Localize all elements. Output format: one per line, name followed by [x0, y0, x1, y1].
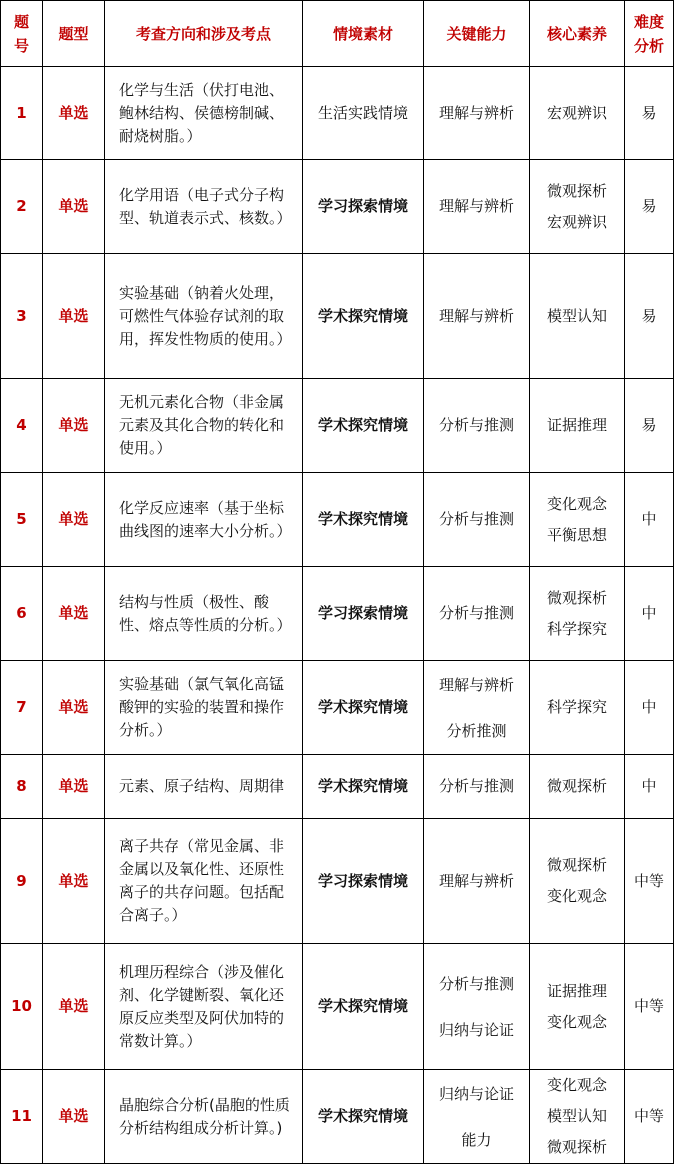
literacy-cell — [530, 661, 625, 755]
literacy-line: 宏观辨识 — [546, 103, 607, 122]
table-row — [1, 819, 674, 944]
question-type: 单选 — [43, 160, 105, 254]
topic-cell: 元素、原子结构、周期律 — [105, 755, 303, 819]
ability-cell — [424, 661, 530, 755]
ability-cell — [424, 819, 530, 944]
question-number: 11 — [1, 1070, 43, 1164]
question-number: 1 — [1, 67, 43, 160]
ability-cell — [424, 254, 530, 379]
literacy-line: 变化观念 — [546, 887, 607, 905]
ability-cell — [424, 944, 530, 1070]
literacy-line: 证据推理 — [546, 416, 607, 434]
topic-cell: 化学与生活（伏打电池、鲍林结构、侯德榜制碱、耐烧树脂。） — [105, 67, 303, 160]
literacy-line: 变化观念 — [546, 1076, 607, 1094]
literacy-line: 平衡思想 — [546, 525, 607, 544]
literacy-cell — [530, 944, 625, 1070]
difficulty-cell: 中 — [625, 661, 674, 755]
difficulty-cell: 易 — [625, 379, 674, 473]
literacy-line: 模型认知 — [546, 306, 607, 325]
question-type: 单选 — [43, 254, 105, 379]
header-type: 题型 — [43, 1, 105, 67]
table-row — [1, 254, 674, 379]
question-number: 9 — [1, 819, 43, 944]
table-row — [1, 944, 674, 1070]
topic-cell: 晶胞综合分析(晶胞的性质分析结构组成分析计算。) — [105, 1070, 303, 1164]
question-number: 6 — [1, 567, 43, 661]
topic-cell: 实验基础（氯气氧化高锰酸钾的实验的装置和操作分析。） — [105, 661, 303, 755]
difficulty-cell: 中 — [625, 473, 674, 567]
literacy-line: 科学探究 — [546, 698, 607, 716]
table-row — [1, 473, 674, 567]
ability-line: 归纳与论证 — [438, 1020, 514, 1039]
ability-line: 理解与辨析 — [438, 871, 514, 890]
ability-cell — [424, 473, 530, 567]
question-number: 2 — [1, 160, 43, 254]
ability-line: 分析与推测 — [438, 777, 514, 795]
context-cell: 学习探索情境 — [303, 819, 424, 944]
difficulty-cell: 中等 — [625, 1070, 674, 1164]
question-type: 单选 — [43, 819, 105, 944]
literacy-cell — [530, 379, 625, 473]
difficulty-cell: 中 — [625, 567, 674, 661]
literacy-cell — [530, 67, 625, 160]
question-type: 单选 — [43, 1070, 105, 1164]
ability-cell — [424, 67, 530, 160]
ability-cell — [424, 755, 530, 819]
header-row — [1, 1, 674, 67]
topic-cell: 无机元素化合物（非金属元素及其化合物的转化和使用。） — [105, 379, 303, 473]
literacy-line: 变化观念 — [546, 494, 607, 513]
table-row — [1, 379, 674, 473]
ability-line: 分析与推测 — [438, 510, 514, 528]
context-cell: 学习探索情境 — [303, 160, 424, 254]
ability-line: 理解与辨析 — [438, 103, 514, 122]
ability-line: 分析推测 — [446, 721, 507, 740]
question-type: 单选 — [43, 567, 105, 661]
ability-line: 归纳与论证 — [438, 1084, 514, 1103]
literacy-line: 宏观辨识 — [546, 212, 607, 231]
ability-line: 能力 — [461, 1130, 492, 1149]
topic-cell: 机理历程综合（涉及催化剂、化学键断裂、氧化还原反应类型及阿伏加特的常数计算。） — [105, 944, 303, 1070]
ability-cell — [424, 567, 530, 661]
literacy-cell — [530, 473, 625, 567]
question-type: 单选 — [43, 379, 105, 473]
header-topic: 考查方向和涉及考点 — [105, 1, 303, 67]
topic-cell: 实验基础（钠着火处理，可燃性气体验存试剂的取用，挥发性物质的使用。） — [105, 254, 303, 379]
table-row — [1, 160, 674, 254]
literacy-line: 科学探究 — [546, 619, 607, 638]
topic-cell: 化学反应速率（基于坐标曲线图的速率大小分析。） — [105, 473, 303, 567]
ability-line: 理解与辨析 — [438, 197, 514, 215]
header-difficulty: 难度分析 — [625, 1, 674, 67]
context-cell: 学术探究情境 — [303, 379, 424, 473]
table-body — [1, 67, 674, 1164]
ability-cell — [424, 160, 530, 254]
context-cell: 学术探究情境 — [303, 755, 424, 819]
question-number: 10 — [1, 944, 43, 1070]
context-cell: 学习探索情境 — [303, 567, 424, 661]
question-type: 单选 — [43, 755, 105, 819]
literacy-line: 微观探析 — [546, 588, 607, 607]
question-number: 7 — [1, 661, 43, 755]
context-cell: 学术探究情境 — [303, 661, 424, 755]
context-cell: 生活实践情境 — [303, 67, 424, 160]
ability-line: 分析与推测 — [438, 604, 514, 622]
table-row — [1, 67, 674, 160]
header-literacy: 核心素养 — [530, 1, 625, 67]
context-cell: 学术探究情境 — [303, 254, 424, 379]
table-row — [1, 1070, 674, 1164]
literacy-line: 微观探析 — [546, 181, 607, 200]
literacy-line: 模型认知 — [546, 1107, 607, 1125]
question-number: 3 — [1, 254, 43, 379]
question-type: 单选 — [43, 661, 105, 755]
difficulty-cell: 易 — [625, 67, 674, 160]
literacy-cell — [530, 567, 625, 661]
topic-cell: 化学用语（电子式分子构型、轨道表示式、核数。） — [105, 160, 303, 254]
context-cell: 学术探究情境 — [303, 473, 424, 567]
literacy-cell — [530, 755, 625, 819]
ability-cell — [424, 1070, 530, 1164]
question-type: 单选 — [43, 944, 105, 1070]
literacy-line: 证据推理 — [546, 981, 607, 1000]
context-cell: 学术探究情境 — [303, 944, 424, 1070]
table-row — [1, 661, 674, 755]
literacy-cell — [530, 1070, 625, 1164]
ability-line: 分析与推测 — [438, 974, 514, 993]
question-number: 4 — [1, 379, 43, 473]
question-number: 5 — [1, 473, 43, 567]
context-cell: 学术探究情境 — [303, 1070, 424, 1164]
table-row — [1, 567, 674, 661]
literacy-line: 微观探析 — [546, 856, 607, 874]
ability-line: 理解与辨析 — [438, 675, 514, 694]
header-context: 情境素材 — [303, 1, 424, 67]
difficulty-cell: 中等 — [625, 819, 674, 944]
literacy-cell — [530, 254, 625, 379]
question-number: 8 — [1, 755, 43, 819]
ability-cell — [424, 379, 530, 473]
question-type: 单选 — [43, 473, 105, 567]
literacy-cell — [530, 819, 625, 944]
difficulty-cell: 中 — [625, 755, 674, 819]
table-row — [1, 755, 674, 819]
topic-cell: 结构与性质（极性、酸性、熔点等性质的分析。） — [105, 567, 303, 661]
literacy-line: 微观探析 — [546, 1138, 607, 1156]
header-ability: 关键能力 — [424, 1, 530, 67]
topic-cell: 离子共存（常见金属、非金属以及氧化性、还原性离子的共存问题。包括配合离子。） — [105, 819, 303, 944]
ability-line: 分析与推测 — [438, 416, 514, 434]
literacy-line: 变化观念 — [546, 1012, 607, 1031]
ability-line: 理解与辨析 — [438, 306, 514, 325]
literacy-cell — [530, 160, 625, 254]
header-num: 题号 — [1, 1, 43, 67]
difficulty-cell: 易 — [625, 254, 674, 379]
literacy-line: 微观探析 — [546, 777, 607, 795]
difficulty-cell: 易 — [625, 160, 674, 254]
question-type: 单选 — [43, 67, 105, 160]
difficulty-cell: 中等 — [625, 944, 674, 1070]
